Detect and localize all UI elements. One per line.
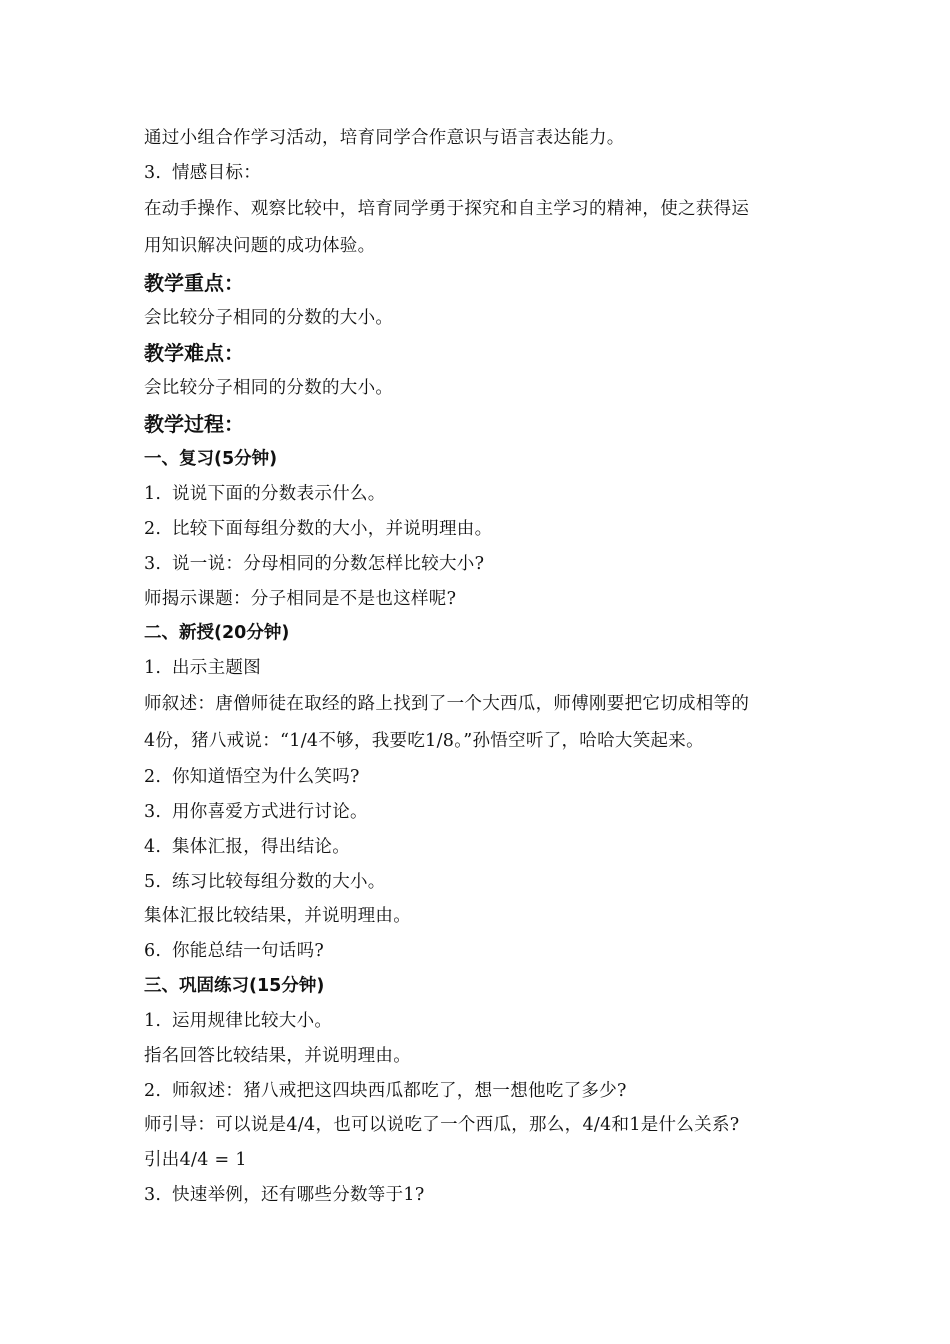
list-item [144, 477, 824, 512]
list-number: 1. [144, 484, 162, 505]
list-text: 运用规律比较大小。 [172, 1010, 333, 1031]
list-item [144, 760, 824, 795]
list-text: 说说下面的分数表示什么。 [172, 484, 386, 505]
practice-section-title: 三、巩固练习(15分钟) [144, 975, 325, 996]
list-text: 用你喜爱方式进行讨论。 [172, 801, 368, 822]
paragraph: 通过小组合作学习活动，培育同学合作意识与语言表达能力。 [144, 128, 625, 148]
list-item [144, 1004, 824, 1039]
paragraph: 师叙述：唐僧师徒在取经的路上找到了一个大西瓜，师傅刚要把它切成相等的 [144, 694, 750, 715]
list-number: 3. [144, 553, 162, 574]
new-lesson-section-title: 二、新授(20分钟) [144, 623, 290, 644]
list-text: 比较下面每组分数的大小，并说明理由。 [172, 518, 493, 539]
paragraph: 师揭示课题：分子相同是不是也这样呢? [144, 588, 457, 609]
list-item [144, 830, 824, 865]
list-number: 1. [144, 658, 162, 679]
list-text: 集体汇报，得出结论。 [172, 836, 350, 857]
paragraph: 师引导：可以说是4/4，也可以说吃了一个西瓜，那么，4/4和1是什么关系? [144, 1115, 740, 1136]
list-item [144, 1178, 824, 1213]
list-item [144, 795, 824, 830]
list-item [144, 651, 824, 686]
paragraph: 用知识解决问题的成功体验。 [144, 235, 376, 256]
list-text: 快速举例，还有哪些分数等于1? [172, 1184, 425, 1205]
paragraph: 4份，猪八戒说：“1/4不够，我要吃1/8。”孙悟空听了，哈哈大笑起来。 [144, 731, 704, 752]
difficult-point-text: 会比较分子相同的分数的大小。 [144, 378, 394, 399]
list-item [144, 512, 824, 547]
list-text: 师叙述：猪八戒把这四块西瓜都吃了，想一想他吃了多少? [172, 1080, 627, 1101]
paragraph: 在动手操作、观察比较中，培育同学勇于探究和自主学习的精神，使之获得运 [144, 198, 750, 219]
key-point-heading: 教学重点： [144, 270, 244, 295]
key-point-text: 会比较分子相同的分数的大小。 [144, 307, 394, 328]
list-item [144, 934, 824, 969]
list-number: 3. [144, 1184, 162, 1205]
list-number: 2. [144, 1080, 162, 1101]
list-number: 2. [144, 767, 162, 788]
process-heading: 教学过程： [144, 412, 244, 437]
list-number: 5. [144, 871, 162, 892]
paragraph: 指名回答比较结果，并说明理由。 [144, 1045, 411, 1066]
document-page [144, 121, 824, 1213]
paragraph: 集体汇报比较结果，并说明理由。 [144, 906, 411, 927]
difficult-point-heading: 教学难点： [144, 341, 244, 366]
list-text: 练习比较每组分数的大小。 [172, 871, 386, 892]
affective-goal-label [144, 156, 824, 191]
list-number: 6. [144, 941, 162, 962]
list-text: 你知道悟空为什么笑吗? [172, 767, 360, 788]
list-number: 3. [144, 162, 162, 183]
list-number: 1. [144, 1010, 162, 1031]
list-text: 情感目标： [172, 162, 261, 183]
review-section-title: 一、复习(5分钟) [144, 449, 278, 470]
list-text: 说一说：分母相同的分数怎样比较大小? [172, 553, 485, 574]
list-text: 你能总结一句话吗? [172, 941, 325, 962]
list-number: 4. [144, 836, 162, 857]
list-text: 出示主题图 [172, 658, 261, 679]
list-item [144, 547, 824, 582]
list-item [144, 1074, 824, 1109]
list-number: 3. [144, 801, 162, 822]
list-number: 2. [144, 518, 162, 539]
list-item [144, 865, 824, 900]
paragraph: 引出4/4 = 1 [144, 1150, 247, 1171]
